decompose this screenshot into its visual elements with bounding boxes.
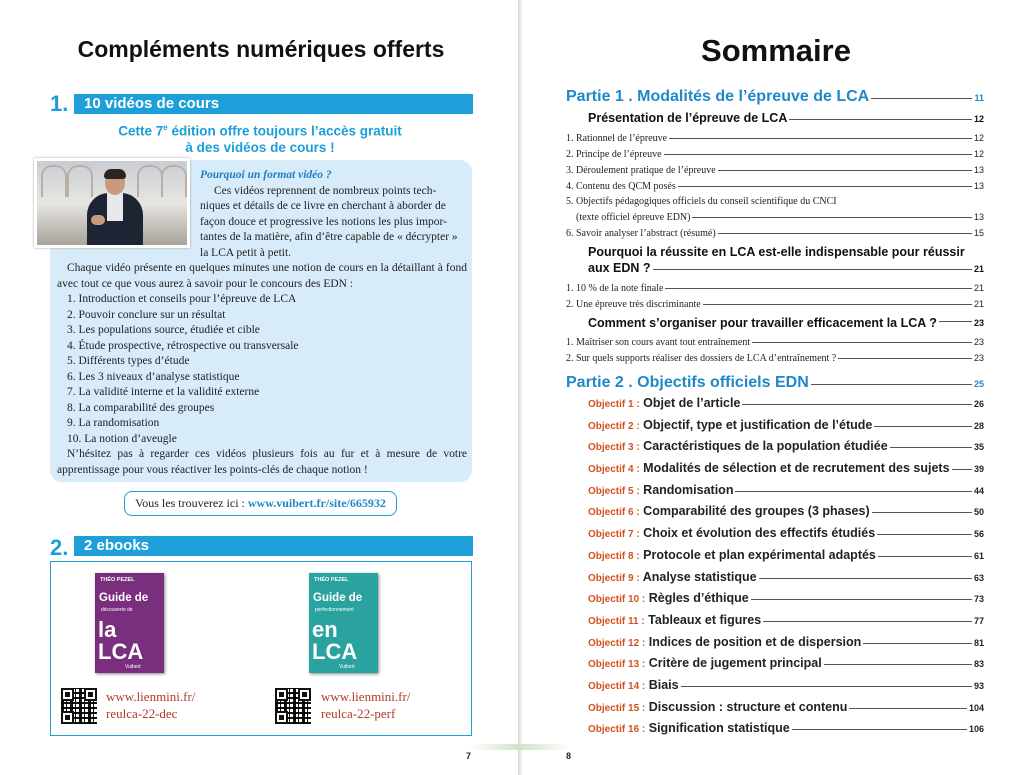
toc-label: 2. Une épreuve très discriminante bbox=[566, 299, 701, 310]
ebook-brand: Vuibert bbox=[339, 664, 355, 670]
list-item: 3. Les populations source, étudiée et cible bbox=[67, 324, 260, 336]
toc-label: 2. Sur quels supports réaliser des dossiers de LCA d’entraînement ? bbox=[566, 353, 837, 364]
ebook-title-line1: Guide de bbox=[99, 592, 149, 604]
ebook-cover-perfectionnement bbox=[309, 573, 378, 673]
intro-line2: à des vidéos de cours ! bbox=[185, 139, 335, 155]
toc-item[interactable] bbox=[566, 178, 984, 194]
toc-page: 26 bbox=[973, 399, 984, 409]
objective-title: Critère de jugement principal bbox=[648, 656, 822, 671]
toc-objective[interactable] bbox=[566, 656, 984, 678]
section-1-number: 1. bbox=[50, 91, 69, 116]
toc-item[interactable] bbox=[566, 209, 984, 225]
objective-key: Objectif 7 : bbox=[588, 529, 640, 541]
toc-objective[interactable] bbox=[566, 439, 984, 461]
ebook-url-line1: www.lienmini.fr/ bbox=[321, 689, 411, 704]
toc-page: 106 bbox=[968, 724, 984, 735]
box-para1-line: Ces vidéos reprennent de nombreux points tech- bbox=[214, 184, 437, 197]
qr-code-icon[interactable] bbox=[275, 688, 311, 724]
video-presenter-photo bbox=[34, 158, 190, 248]
objective-title: Protocole et plan expérimental adaptés bbox=[643, 547, 876, 562]
toc-page: 13 bbox=[973, 181, 984, 191]
toc-page: 77 bbox=[973, 615, 984, 626]
objective-title: Signification statistique bbox=[648, 721, 790, 736]
toc-item[interactable] bbox=[566, 162, 984, 178]
objective-title: Objet de l’article bbox=[643, 396, 741, 410]
toc-objective[interactable] bbox=[566, 418, 984, 440]
box-para1-line: façon douce et progressive les notions les plus impor- bbox=[200, 215, 447, 228]
toc-page: 12 bbox=[973, 149, 984, 159]
ebook-cover-decouverte bbox=[95, 573, 164, 673]
toc-label: Partie 1 . Modalités de l’épreuve de LCA bbox=[566, 88, 870, 105]
intro-line1a: Cette 7 bbox=[118, 123, 164, 139]
qr-code-icon[interactable] bbox=[61, 688, 97, 724]
intro-sup: e bbox=[163, 123, 168, 132]
list-item: 5. Différents types d’étude bbox=[67, 355, 190, 367]
toc-chapter-1[interactable] bbox=[566, 110, 984, 130]
toc-item[interactable] bbox=[566, 350, 984, 366]
ebook-url-line1: www.lienmini.fr/ bbox=[106, 689, 196, 704]
toc-label: Partie 2 . Objectifs officiels EDN bbox=[566, 374, 809, 391]
toc-page: 63 bbox=[973, 572, 984, 583]
toc-label bbox=[588, 700, 847, 714]
toc-page: 15 bbox=[973, 228, 984, 238]
toc-part-2[interactable] bbox=[566, 374, 984, 396]
objective-key: Objectif 14 : bbox=[588, 680, 646, 692]
video-list bbox=[57, 292, 467, 447]
objectives-list bbox=[566, 396, 984, 743]
toc-page: 13 bbox=[973, 165, 984, 175]
objective-title: Indices de position et de dispersion bbox=[648, 634, 862, 649]
toc-item[interactable] bbox=[566, 146, 984, 162]
box-para1-line: tantes de la matière, afin d’être capable de « décrypter » bbox=[200, 231, 458, 243]
toc-objective[interactable] bbox=[566, 548, 984, 570]
toc-page: 21 bbox=[973, 283, 984, 293]
objective-key: Objectif 16 : bbox=[588, 724, 646, 736]
toc-objective[interactable] bbox=[566, 613, 984, 635]
toc-objective[interactable] bbox=[566, 591, 984, 613]
video-link[interactable]: www.vuibert.fr/site/665932 bbox=[247, 496, 386, 510]
toc-objective[interactable] bbox=[566, 635, 984, 657]
objective-key: Objectif 9 : bbox=[588, 572, 640, 584]
toc-page: 25 bbox=[973, 379, 984, 389]
ebook-title-line2: découverte de bbox=[101, 607, 133, 613]
toc-page: 12 bbox=[973, 114, 984, 124]
toc-page: 50 bbox=[973, 507, 984, 518]
ebook-url-line2: reulca-22-dec bbox=[106, 706, 178, 721]
toc-page: 23 bbox=[973, 337, 984, 347]
toc-page: 39 bbox=[973, 464, 984, 475]
toc-objective[interactable] bbox=[566, 396, 984, 418]
objective-title: Analyse statistique bbox=[642, 569, 757, 584]
toc-page: 104 bbox=[968, 702, 984, 713]
objective-key: Objectif 2 : bbox=[588, 420, 640, 432]
toc-objective[interactable] bbox=[566, 526, 984, 548]
toc-label bbox=[588, 656, 822, 670]
section-2-number: 2. bbox=[50, 535, 69, 560]
toc-chapter-2[interactable] bbox=[566, 260, 984, 280]
objective-key: Objectif 1 : bbox=[588, 399, 640, 410]
toc-label: 3. Déroulement pratique de l’épreuve bbox=[566, 165, 716, 176]
toc-chapter-3[interactable] bbox=[566, 312, 984, 334]
box-para1-line: niques et détails de ce livre en cherchant à aborder de bbox=[200, 200, 446, 212]
box-para3: N’hésitez pas à regarder ces vidéos plusieurs fois au fur et à mesure de votre apprentissage pour vous réactiver les points-clés de chaque notion ! bbox=[57, 448, 467, 476]
toc-page: 28 bbox=[973, 420, 984, 431]
page-number: 7 bbox=[466, 751, 472, 761]
ebook-title-line3: la LCA bbox=[98, 617, 144, 664]
toc-label: 1. Rationnel de l’épreuve bbox=[566, 133, 668, 144]
toc-item-line: 5. Objectifs pédagogiques officiels du conseil scientifique du CNCI bbox=[566, 196, 837, 207]
toc-label bbox=[588, 504, 870, 518]
toc-item[interactable] bbox=[566, 130, 984, 146]
toc-label bbox=[588, 439, 888, 453]
list-item: 1. Introduction et conseils pour l’épreuve de LCA bbox=[67, 293, 297, 305]
toc-label bbox=[588, 570, 757, 584]
objective-title: Discussion : structure et contenu bbox=[648, 699, 848, 714]
toc-label: (texte officiel épreuve EDN) bbox=[576, 212, 691, 223]
toc-page: 44 bbox=[973, 485, 984, 496]
section-2-heading: 2 ebooks bbox=[74, 536, 473, 556]
objective-key: Objectif 3 : bbox=[588, 442, 640, 454]
objective-title: Comparabilité des groupes (3 phases) bbox=[643, 504, 870, 519]
objective-key: Objectif 8 : bbox=[588, 550, 640, 562]
toc-objective[interactable] bbox=[566, 483, 984, 505]
ebook-author: THÉO PEZEL bbox=[100, 577, 135, 583]
toc-label: 1. 10 % de la note finale bbox=[566, 283, 664, 294]
objective-title: Règles d’éthique bbox=[648, 591, 749, 606]
list-item: 7. La validité interne et la validité externe bbox=[67, 386, 260, 398]
link-prefix: Vous les trouverez ici : bbox=[135, 496, 248, 510]
toc-page: 83 bbox=[973, 659, 984, 670]
toc-item[interactable] bbox=[566, 296, 984, 312]
objective-key: Objectif 12 : bbox=[588, 637, 646, 649]
toc-objective[interactable] bbox=[566, 461, 984, 483]
toc-objective[interactable] bbox=[566, 678, 984, 700]
objective-title: Biais bbox=[648, 677, 679, 692]
toc-label: aux EDN ? bbox=[588, 261, 651, 275]
toc-label: 4. Contenu des QCM posés bbox=[566, 181, 676, 192]
objective-key: Objectif 11 : bbox=[588, 615, 645, 627]
toc-label bbox=[588, 678, 679, 692]
ebook-title-line2: perfectionnement bbox=[315, 607, 354, 613]
toc-item[interactable] bbox=[566, 225, 984, 241]
box-para1 bbox=[200, 184, 467, 262]
objective-title: Objectif, type et justification de l’étude bbox=[643, 417, 873, 432]
toc-label bbox=[588, 461, 950, 475]
toc-page: 73 bbox=[973, 594, 984, 605]
ebook-title-line1: Guide de bbox=[313, 592, 363, 604]
summary-title: Sommaire bbox=[701, 33, 851, 68]
ebook-author: THÉO PEZEL bbox=[314, 577, 349, 583]
ebook-title-line3: en LCA bbox=[312, 617, 358, 664]
objective-key: Objectif 15 : bbox=[588, 702, 646, 714]
toc-label bbox=[588, 591, 749, 605]
box-para1-line: la LCA petit à petit. bbox=[200, 246, 292, 259]
book-gutter bbox=[518, 0, 522, 775]
toc-objective[interactable] bbox=[566, 721, 984, 743]
toc-label: 6. Savoir analyser l’abstract (résumé) bbox=[566, 228, 716, 239]
toc-objective[interactable] bbox=[566, 700, 984, 722]
objective-key: Objectif 13 : bbox=[588, 659, 646, 671]
toc-page: 35 bbox=[973, 442, 984, 453]
list-item: 4. Étude prospective, rétrospective ou transversale bbox=[67, 339, 299, 352]
ebook-url-line2: reulca-22-perf bbox=[321, 706, 396, 721]
video-link-box bbox=[124, 491, 397, 516]
ebook-link-decouverte[interactable] bbox=[106, 688, 195, 722]
page-number: 8 bbox=[566, 751, 572, 761]
objective-key: Objectif 6 : bbox=[588, 507, 640, 519]
toc-item[interactable] bbox=[566, 334, 984, 350]
ebook-link-perfectionnement[interactable] bbox=[321, 688, 410, 722]
objective-key: Objectif 4 : bbox=[588, 464, 640, 476]
table-of-contents bbox=[566, 88, 984, 743]
toc-label bbox=[588, 396, 740, 410]
box-para2: Chaque vidéo présente en quelques minutes une notion de cours en la détaillant à fond avec tout ce que vous aurez à savoir pour le concours des EDN : bbox=[57, 262, 467, 290]
toc-page: 56 bbox=[973, 529, 984, 540]
toc-page: 81 bbox=[973, 637, 984, 648]
toc-label bbox=[588, 635, 861, 649]
toc-label: Présentation de l’épreuve de LCA bbox=[588, 111, 788, 125]
list-item: 2. Pouvoir conclure sur un résultat bbox=[67, 308, 226, 321]
toc-label: 2. Principe de l’épreuve bbox=[566, 149, 662, 160]
toc-page: 93 bbox=[973, 680, 984, 691]
toc-page: 12 bbox=[973, 133, 984, 143]
page-title: Compléments numériques offerts bbox=[77, 36, 445, 62]
ebook-brand: Vuibert bbox=[125, 664, 141, 670]
list-item: 9. La randomisation bbox=[67, 417, 160, 429]
objective-title: Modalités de sélection et de recrutement des sujets bbox=[643, 461, 950, 476]
toc-page: 13 bbox=[973, 212, 984, 222]
toc-label bbox=[588, 613, 761, 627]
toc-page: 23 bbox=[973, 318, 984, 328]
toc-label bbox=[588, 418, 872, 432]
toc-part-1[interactable] bbox=[566, 88, 984, 110]
toc-item[interactable] bbox=[566, 280, 984, 296]
section-1-heading: 10 vidéos de cours bbox=[74, 94, 473, 114]
list-item: 6. Les 3 niveaux d’analyse statistique bbox=[67, 370, 240, 383]
objective-key: Objectif 10 : bbox=[588, 594, 646, 606]
toc-objective[interactable] bbox=[566, 570, 984, 592]
toc-label: Comment s’organiser pour travailler efficacement la LCA ? bbox=[588, 316, 937, 330]
toc-page: 21 bbox=[973, 264, 984, 274]
toc-chapter-2-line1[interactable]: Pourquoi la réussite en LCA est-elle indispensable pour réussir bbox=[588, 245, 965, 259]
box-question: Pourquoi un format vidéo ? bbox=[200, 169, 332, 181]
toc-page: 11 bbox=[974, 93, 984, 103]
intro-line1b: édition offre toujours l’accès gratuit bbox=[167, 123, 402, 139]
toc-page: 21 bbox=[973, 299, 984, 309]
toc-label bbox=[588, 526, 875, 540]
list-item: 10. La notion d’aveugle bbox=[67, 432, 177, 445]
objective-title: Caractéristiques de la population étudiée bbox=[643, 439, 888, 454]
objective-title: Randomisation bbox=[643, 482, 734, 497]
toc-page: 61 bbox=[973, 550, 984, 561]
toc-page: 23 bbox=[973, 353, 984, 363]
toc-objective[interactable] bbox=[566, 504, 984, 526]
toc-label bbox=[588, 483, 733, 497]
toc-label bbox=[588, 721, 790, 735]
objective-key: Objectif 5 : bbox=[588, 485, 640, 497]
toc-label bbox=[588, 548, 876, 562]
objective-title: Choix et évolution des effectifs étudiés bbox=[643, 526, 876, 541]
objective-title: Tableaux et figures bbox=[648, 612, 762, 627]
toc-label: 1. Maîtriser son cours avant tout entraînement bbox=[566, 337, 751, 348]
list-item: 8. La comparabilité des groupes bbox=[67, 401, 215, 414]
intro-text bbox=[50, 120, 470, 156]
